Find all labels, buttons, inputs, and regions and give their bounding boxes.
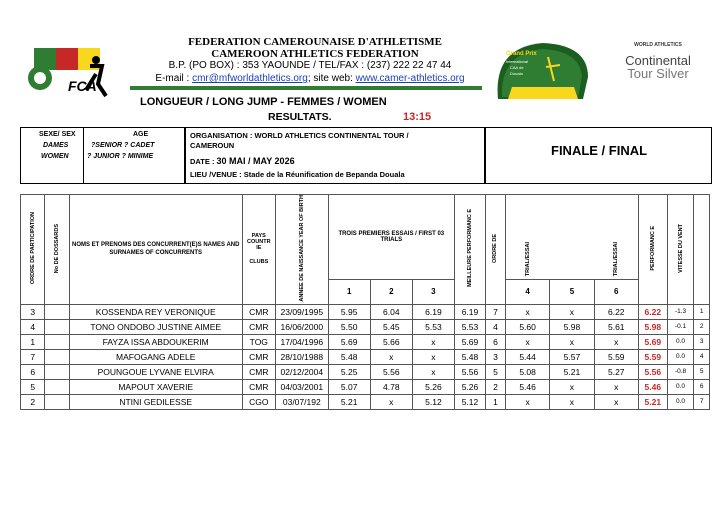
cell-trial-4: x — [505, 334, 549, 349]
cell-trial-1: 5.07 — [328, 379, 370, 394]
date-line — [190, 156, 295, 166]
gp-logo-line3: CAA de — [510, 65, 524, 70]
cell-trial-1: 5.48 — [328, 349, 370, 364]
header-divider — [130, 86, 482, 90]
cell-performance: 5.56 — [638, 364, 667, 379]
table-row — [21, 364, 710, 379]
cell-name: MAFOGANG ADELE — [69, 349, 242, 364]
cell-performance: 5.46 — [638, 379, 667, 394]
cell-trial-3: x — [412, 334, 454, 349]
cell-wind: -1.3 — [667, 304, 694, 319]
col-birth: ANNEE DE NAISSANCE YEAR OF BIRTH — [275, 195, 328, 305]
cell-best: 5.69 — [454, 334, 485, 349]
cell-country: CMR — [242, 304, 275, 319]
table-row — [21, 349, 710, 364]
cell-birth: 16/06/2000 — [275, 319, 328, 334]
cell-dossard — [45, 379, 69, 394]
cell-dossard — [45, 334, 69, 349]
cell-name: MAPOUT XAVERIE — [69, 379, 242, 394]
phase-box — [484, 127, 712, 184]
cell-trial-1: 5.21 — [328, 394, 370, 409]
cell-order: 7 — [485, 304, 505, 319]
cell-wind: 0.0 — [667, 349, 694, 364]
cell-wind: -0.1 — [667, 319, 694, 334]
cell-best: 5.48 — [454, 349, 485, 364]
phase-label: FINALE / FINAL — [551, 143, 648, 158]
cell-trial-2: x — [370, 394, 412, 409]
table-header-row — [21, 195, 710, 280]
cell-ordre: 3 — [21, 304, 45, 319]
table-row — [21, 379, 710, 394]
col-trial-a: TRIAL/ESSAI — [505, 195, 549, 280]
cell-trial-4: x — [505, 394, 549, 409]
cell-best: 5.53 — [454, 319, 485, 334]
wa-logo-small: WORLD ATHLETICS — [634, 42, 682, 48]
cell-trial-5: 5.21 — [550, 364, 594, 379]
cell-trial-3: 5.26 — [412, 379, 454, 394]
trial-4-num: 4 — [505, 279, 549, 304]
cell-trial-3: x — [412, 349, 454, 364]
results-label: RESULTATS. — [268, 111, 332, 123]
fca-logo — [26, 40, 121, 100]
cell-trial-6: 5.61 — [594, 319, 638, 334]
cell-wind: 0.0 — [667, 334, 694, 349]
cell-performance: 5.21 — [638, 394, 667, 409]
cell-rank: 7 — [694, 394, 710, 409]
cell-trial-3: 5.12 — [412, 394, 454, 409]
age-label: AGE — [133, 131, 149, 138]
col-trials-first3: TROIS PREMIERS ESSAIS / FIRST 03 TRIALS — [328, 195, 454, 280]
cell-dossard — [45, 349, 69, 364]
federation-name-en: CAMEROON ATHLETICS FEDERATION — [211, 48, 419, 60]
cell-trial-4: 5.60 — [505, 319, 549, 334]
date-value: 30 MAI / MAY 2026 — [216, 156, 295, 166]
cell-rank: 4 — [694, 349, 710, 364]
organisation-text: ORGANISATION : WORLD ATHLETICS CONTINENTAL TOUR / CAMEROUN — [190, 131, 409, 150]
cell-country: CGO — [242, 394, 275, 409]
age-options-row2: ? JUNIOR ? MINIME — [87, 153, 154, 160]
cell-country: CMR — [242, 349, 275, 364]
cell-order: 1 — [485, 394, 505, 409]
trial-6-num: 6 — [594, 279, 638, 304]
gp-logo-title: Grand Prix — [506, 51, 537, 57]
cell-wind: 0.0 — [667, 379, 694, 394]
results-table — [20, 194, 710, 410]
cell-birth: 03/07/192 — [275, 394, 328, 409]
cell-order: 5 — [485, 364, 505, 379]
gp-logo-line2: International — [506, 59, 529, 64]
cell-name: POUNGOUE LYVANE ELVIRA — [69, 364, 242, 379]
cell-ordre: 7 — [21, 349, 45, 364]
col-wind: VITESSE DU VENT — [667, 195, 694, 305]
col-country — [242, 195, 275, 305]
col-dossard: No DE DOSSARDS — [45, 195, 69, 305]
cell-trial-4: 5.44 — [505, 349, 549, 364]
info-divider — [83, 128, 84, 183]
cell-ordre: 5 — [21, 379, 45, 394]
fca-logo-text: FCA — [68, 78, 97, 94]
cell-ordre: 4 — [21, 319, 45, 334]
cell-ordre: 6 — [21, 364, 45, 379]
cell-trial-2: 5.45 — [370, 319, 412, 334]
date-label: DATE : — [190, 157, 217, 166]
cell-trial-6: x — [594, 394, 638, 409]
cell-rank: 5 — [694, 364, 710, 379]
cell-performance: 5.69 — [638, 334, 667, 349]
col-best: MEILLEURE PERFORMANC E — [454, 195, 485, 305]
cell-trial-6: 5.59 — [594, 349, 638, 364]
cell-trial-2: 5.56 — [370, 364, 412, 379]
cell-order: 4 — [485, 319, 505, 334]
cell-trial-2: 6.04 — [370, 304, 412, 319]
sex-label: SEXE/ SEX — [39, 131, 76, 138]
cell-ordre: 1 — [21, 334, 45, 349]
cell-name: KOSSENDA REY VERONIQUE — [69, 304, 242, 319]
federation-contact — [130, 73, 490, 85]
event-time: 13:15 — [403, 111, 432, 123]
cell-best: 6.19 — [454, 304, 485, 319]
cell-name: TONO ONDOBO JUSTINE AIMEE — [69, 319, 242, 334]
cell-trial-6: 5.27 — [594, 364, 638, 379]
cell-trial-4: x — [505, 304, 549, 319]
trial-3-num: 3 — [412, 279, 454, 304]
cell-trial-3: 6.19 — [412, 304, 454, 319]
cell-rank: 6 — [694, 379, 710, 394]
cell-trial-5: x — [550, 334, 594, 349]
col-trial-blank — [550, 195, 594, 280]
federation-address: B.P. (PO BOX) : 353 YAOUNDE / TEL/FAX : (237) 222 22 47 44 — [168, 60, 452, 71]
col-rank — [694, 195, 710, 305]
cell-birth: 04/03/2001 — [275, 379, 328, 394]
email-label: E-mail : — [155, 73, 193, 84]
col-ordre: ORDRE DE PARTICIPATION — [21, 195, 45, 305]
cell-rank: 2 — [694, 319, 710, 334]
world-athletics-logo — [606, 40, 710, 95]
cell-trial-4: 5.46 — [505, 379, 549, 394]
sex-age-box — [20, 127, 186, 184]
cell-performance: 6.22 — [638, 304, 667, 319]
table-row — [21, 304, 710, 319]
organisation-box — [184, 127, 486, 184]
cell-country: TOG — [242, 334, 275, 349]
trial-1-num: 1 — [328, 279, 370, 304]
cell-trial-3: x — [412, 364, 454, 379]
cell-trial-6: 6.22 — [594, 304, 638, 319]
cell-best: 5.12 — [454, 394, 485, 409]
cell-dossard — [45, 304, 69, 319]
cell-trial-3: 5.53 — [412, 319, 454, 334]
wa-logo-line2: Tour Silver — [627, 66, 689, 81]
cell-trial-5: 5.98 — [550, 319, 594, 334]
col-trial-b: TRIAL/ESSAI — [594, 195, 638, 280]
cell-dossard — [45, 319, 69, 334]
cell-order: 6 — [485, 334, 505, 349]
cell-order: 3 — [485, 349, 505, 364]
cell-trial-2: 4.78 — [370, 379, 412, 394]
cell-name: FAYZA ISSA ABDOUKERIM — [69, 334, 242, 349]
cell-birth: 02/12/2004 — [275, 364, 328, 379]
cell-trial-6: x — [594, 334, 638, 349]
col-names: NOMS ET PRENOMS DES CONCURRENT(E)S NAMES AND SURNAMES OF CONCURRENTS — [69, 195, 242, 305]
cell-rank: 3 — [694, 334, 710, 349]
cell-trial-1: 5.69 — [328, 334, 370, 349]
cell-trial-1: 5.25 — [328, 364, 370, 379]
cell-best: 5.56 — [454, 364, 485, 379]
cell-trial-5: x — [550, 394, 594, 409]
cell-country: CMR — [242, 319, 275, 334]
wa-logo-line1: Continental — [625, 53, 691, 68]
cell-birth: 17/04/1996 — [275, 334, 328, 349]
col-ordre2: ORDRE DE — [485, 195, 505, 305]
col-country-label: PAYS COUNTR IE — [247, 233, 271, 252]
cell-trial-4: 5.08 — [505, 364, 549, 379]
cell-performance: 5.98 — [638, 319, 667, 334]
cell-trial-5: 5.57 — [550, 349, 594, 364]
cell-rank: 1 — [694, 304, 710, 319]
cell-birth: 28/10/1988 — [275, 349, 328, 364]
cell-dossard — [45, 394, 69, 409]
event-title: LONGUEUR / LONG JUMP - FEMMES / WOMEN — [140, 96, 387, 108]
cell-country: CMR — [242, 379, 275, 394]
sex-value-en: WOMEN — [41, 153, 69, 160]
grand-prix-logo — [488, 37, 598, 105]
cell-trial-1: 5.95 — [328, 304, 370, 319]
cell-dossard — [45, 364, 69, 379]
cell-ordre: 2 — [21, 394, 45, 409]
cell-country: CMR — [242, 364, 275, 379]
trial-2-num: 2 — [370, 279, 412, 304]
cell-performance: 5.59 — [638, 349, 667, 364]
cell-order: 2 — [485, 379, 505, 394]
col-perf: PERFORMANC E — [638, 195, 667, 305]
venue-text: LIEU /VENUE : Stade de la Réunification de Bepanda Douala — [190, 170, 405, 179]
site-label: ; site web: — [307, 73, 356, 84]
table-row — [21, 319, 710, 334]
cell-trial-6: x — [594, 379, 638, 394]
cell-trial-1: 5.50 — [328, 319, 370, 334]
sex-value-fr: DAMES — [43, 142, 69, 149]
cell-wind: 0.0 — [667, 394, 694, 409]
email-link[interactable]: cmr@mfworldathletics.org — [192, 73, 308, 84]
gp-logo-line4: Douala — [510, 71, 523, 76]
trial-5-num: 5 — [550, 279, 594, 304]
cell-wind: -0.8 — [667, 364, 694, 379]
cell-best: 5.26 — [454, 379, 485, 394]
cell-trial-2: x — [370, 349, 412, 364]
federation-name-fr: FEDERATION CAMEROUNAISE D'ATHLETISME — [188, 36, 442, 48]
col-clubs-label: CLUBS — [249, 259, 269, 266]
cell-birth: 23/09/1995 — [275, 304, 328, 319]
table-row — [21, 334, 710, 349]
table-row — [21, 394, 710, 409]
cell-name: NTINI GEDILESSE — [69, 394, 242, 409]
cell-trial-2: 5.66 — [370, 334, 412, 349]
cell-trial-5: x — [550, 379, 594, 394]
cell-trial-5: x — [550, 304, 594, 319]
age-options-row1: ?SENIOR ? CADET — [91, 142, 155, 149]
website-link[interactable]: www.camer-athletics.org — [355, 73, 465, 84]
